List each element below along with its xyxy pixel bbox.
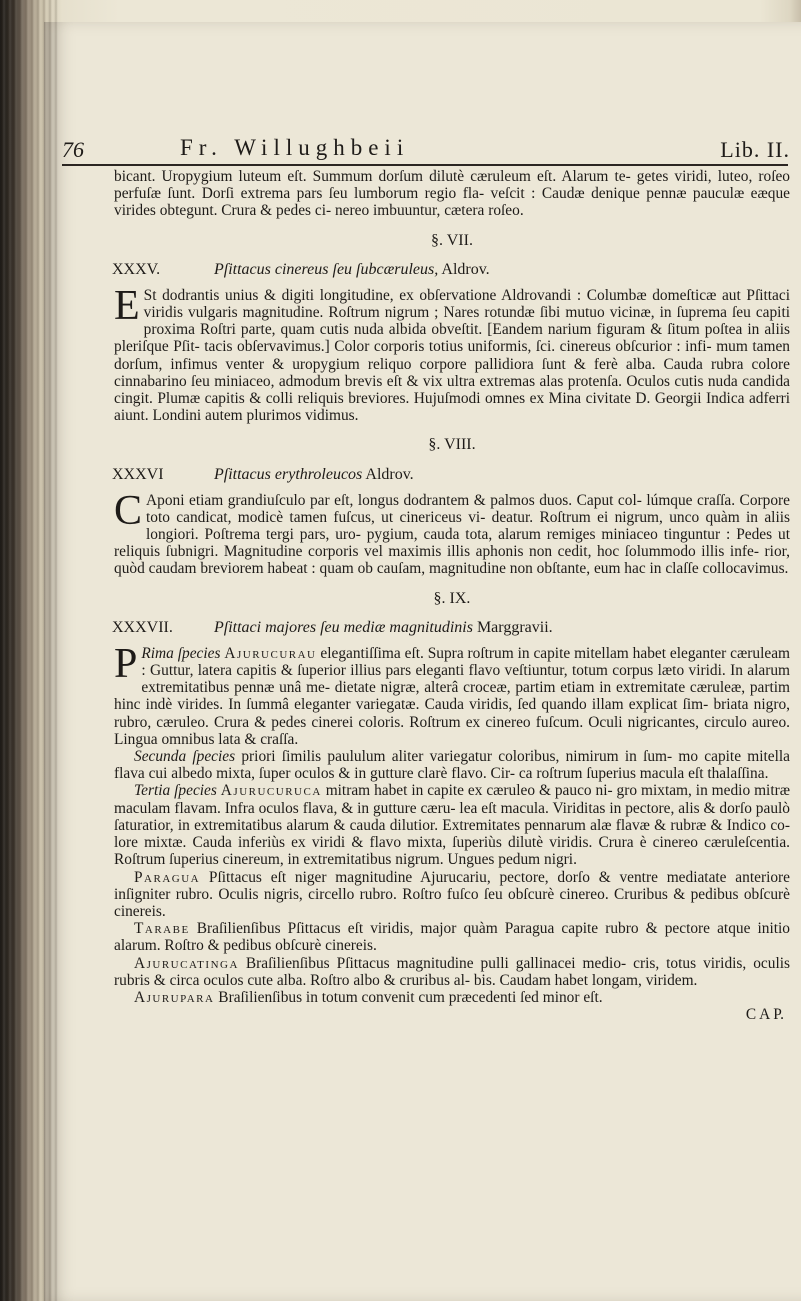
species-name: Pſittacus cinereus ſeu ſubcæruleus, [214, 260, 439, 278]
drop-cap: P [114, 640, 138, 687]
paragraph-text: Braſilienſibus Pſittacus eſt viridis, major quàm Paragua capite rubro & pectore atque initio alarum. Roſtro & pedibus obſcurè cinereis. [114, 920, 790, 955]
entry-text [114, 920, 790, 954]
entry-text [114, 487, 790, 578]
folio-number: 76 [62, 137, 84, 162]
species-name: Ajurucurau [224, 644, 317, 662]
entry-text [114, 869, 790, 921]
entry-text [114, 640, 790, 748]
species-name: Ajurucuruca [220, 782, 322, 800]
species-name: Ajurupara [134, 988, 215, 1006]
paragraph-text: Pſittacus eſt niger magnitudine Ajurucariu, pectore, dorſo & ventre mediatate anteriore inſigniter rubro. Oculis nigris, circello rubro. Roſtro fuſco ſeu obſcurè cinereo. Cruribus & pedibus obſcurè cinereis. [114, 868, 790, 920]
entry-text [114, 782, 790, 868]
species-name: Ajurucatinga [134, 954, 239, 972]
paragraph-text: priori ſimilis paululum aliter variegatur coloribus, nimirum in ſum- mo capite mitella flava cui albedo mixta, ſuper oculos & in gutture clarè flavo. Cir- ca roſtrum ſuperius macula eſt thalaſſina. [114, 748, 791, 783]
paragraph-text: Braſilienſibus in totum convenit cum præcedenti ſed minor eſt. [214, 988, 603, 1006]
catchword: C A P. [745, 1006, 784, 1024]
drop-cap: E [114, 282, 140, 329]
page-body [114, 168, 790, 1023]
section-label: §. VII. [431, 231, 473, 249]
author-name: Marggravii. [472, 618, 553, 636]
paragraph-text: mitram habet in capite ex cæruleo & pauco ni- gro mixtam, in medio mitræ maculam flavam. Infra oculos flava, & in gutture cæru- lea eſt macula. Viriditas in pectore, alis & dorſo paulò ſaturatior, in extremitatibus alarum & cauda dilutior. Extremitates pennarum alæ flavæ & rubræ & Indico co- lore mixtæ. Cauda inferiùs ex viridi & flavo mixta, ſuperiùs dilutè viridis. Crura è cinereo cæruleſcentia. Roſtrum ſuperius cinereum, in extremitatibus nigrum. Ungues pedum nigri. [114, 782, 790, 869]
entry-number: XXXVII. [112, 618, 173, 636]
species-name: Pſittacus erythroleucos [214, 465, 363, 483]
paragraph-text: St dodrantis unius & digiti longitudine, ex obſervatione Aldrovandi : Columbæ domeſticæ aut Pſittaci viridis vulgaris magnitudine. Roſtrum nigrum ; Nares rotundæ ſibi mutuo vicinæ, in ſuprema ſeu capiti proxima Roſtri parte, quam cutis nuda albida obveſtit. [Eandem narium figuram & ſitum poſtea in aliis pleriſque Pſit- tacis obſervavimus.] Color corporis totius uniformis, ſci. cinereus obſcurior : infi- mum tamen dorſum, infimus venter & uropygium reliquo corpore pallidiora ſunt & ferè alba. Cauda rubra colore cinnabarino ſeu miniaceo, admodum brevis eſt & vix ultra extremas alas protenſa. Oculos cutis nuda candida cingit. Plumæ capitis & colli reliquis breviores. Hujuſmodi omnes ex Mina civitate D. Georgii Indica adferri aiunt. Londini autem plurimos vidimus. [114, 286, 790, 425]
section-label: §. VIII. [428, 436, 476, 454]
entry-heading [114, 466, 790, 488]
author-name: Aldrov. [362, 465, 414, 483]
species-name: Tarabe [134, 920, 190, 938]
intro-paragraph: bicant. Uropygium luteum eſt. Summum dorſum dilutè cæruleum eſt. Alarum te- getes viridi, luteo, roſeo perfuſæ ſunt. Dorſi extrema pars ſeu lumborum regio fla- veſcit : Caudæ denique pennæ pauculæ eæque virides obtegunt. Crura & pedes ci- nereo imbuuntur, cætera roſeo. [114, 168, 790, 220]
author-name: Aldrov. [438, 260, 490, 278]
species-name: Pſittaci majores ſeu mediæ magnitudinis [214, 618, 473, 636]
section-label: §. IX. [433, 589, 471, 607]
species-name: Paragua [134, 868, 201, 886]
entry-title [214, 619, 553, 636]
running-head: Fr. Willughbeii [180, 135, 410, 160]
entry-text [114, 989, 790, 1006]
paragraph-text: elegantiſſima eſt. Supra roſtrum in capite mitellam habet eleganter cæruleam : Guttur, latera capitis & ſuperior illius pars eleganti flavo veſtiuntur, totum corpus læto viridi. In alarum extremitatibus pennæ unâ me- dietate nigræ, alterâ croceæ, partim etiam in extremitate cæruleæ, partim hinc indè virides. In ſummâ eleganter variegatæ. Cauda viridis, ſed quando illam explicat ſim- briata nigro, rubro, cæruleo. Crura & pedes cinerei coloris. Roſtrum ex cinereo fuſcum. Oculi nigricantes, circulo aureo. Lingua omnibus lata & craſſa. [114, 644, 790, 748]
entry-title [214, 261, 490, 278]
drop-cap: C [114, 487, 143, 534]
entry-number: XXXV. [112, 260, 161, 278]
paragraph-lead: Secunda ſpecies [134, 748, 236, 766]
book-number: Lib. II. [720, 137, 790, 162]
entry-heading [114, 261, 790, 283]
entry-text [114, 955, 790, 989]
entry-title [214, 466, 414, 483]
entry-heading [114, 619, 790, 641]
entry-text [114, 282, 790, 425]
paragraph-lead: Tertia ſpecies [134, 782, 221, 800]
paragraph-text: Aponi etiam grandiuſculo par eſt, longus dodrantem & palmos duos. Caput col- lúmque craſſa. Corpore toto candicat, modicè tamen fuſcus, ut cinericeus vi- deatur. Roſtrum ei nigrum, unco quàm in aliis longiori. Poſtrema tergi pars, uro- pygium, cauda tota, alarum remiges miniaceo tinguntur : Pedes ut reliquis ſubnigri. Magnitudine corporis vel maximis illis aphonis non cedit, hoc ſolummodo illis infe- rior, quòd caudam breviorem habeat : quam ob cauſam, magnitudine non obſtante, eum hac in claſſe collocavimus. [114, 491, 790, 578]
paragraph-lead: Rima ſpecies [141, 644, 225, 662]
page-header [62, 137, 790, 167]
header-rule [62, 164, 788, 166]
entry-text [114, 748, 790, 782]
paragraph-text: Braſilienſibus Pſittacus magnitudine pulli gallinacei medio- cris, totus viridis, oculis rubris & circa oculos cute alba. Roſtro albo & cruribus al- bis. Caudam habet longam, viridem. [114, 954, 790, 989]
entry-number: XXXVI [112, 465, 164, 483]
